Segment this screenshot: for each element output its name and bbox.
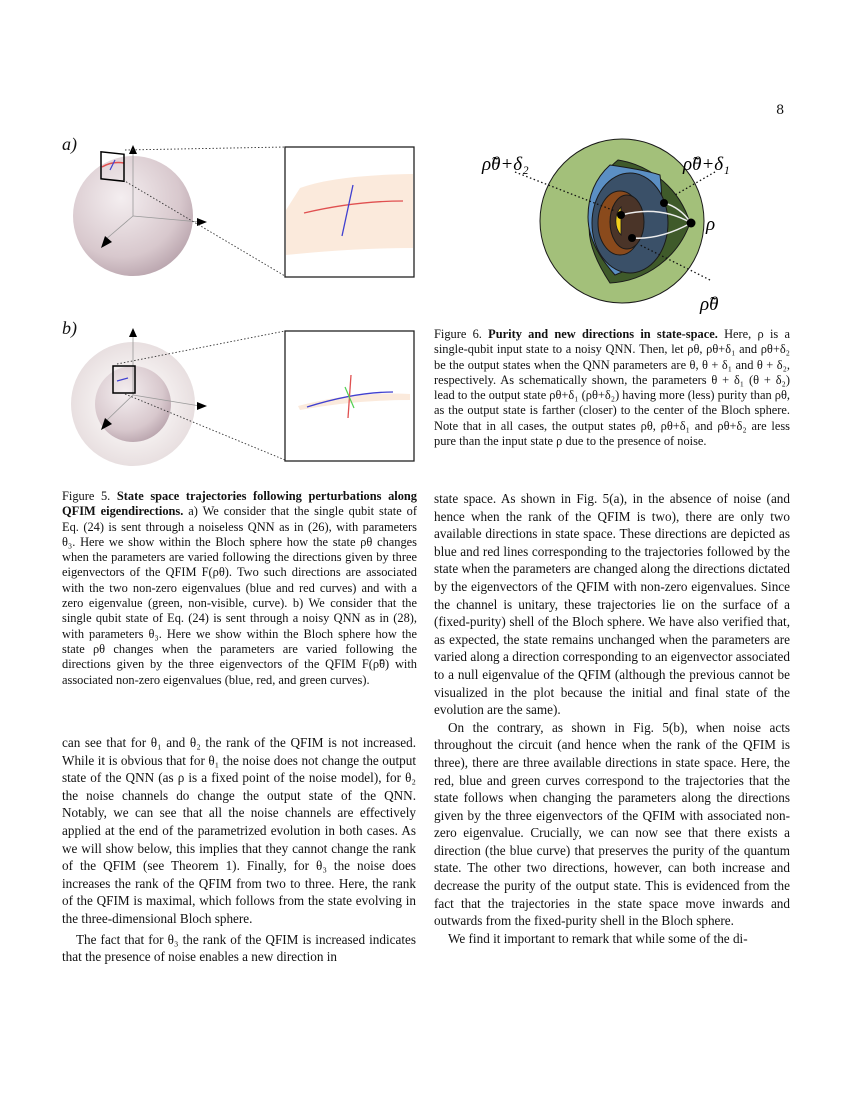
figure-5-caption-title: State space trajectories following perturbations along QFIM eigendirections. xyxy=(62,489,417,519)
panel-a-label: a) xyxy=(62,134,77,154)
label-rho: ρ xyxy=(706,214,716,235)
figure-6-caption-title: Purity and new directions in state-space. xyxy=(488,327,718,341)
paragraph: can see that for θ₁ and θ₂ the rank of the QFIM is not increased. While it is obvious that for θ₁ the noise does not change the output state of the QNN (as ρ is a fixed point of the noise model), for θ₂ the noise channels do change the output state of the QNN. Notably, we can see that all the noise channels are effectively applied at the end of the parametrized evolution in both cases. As we will show below, this implies that they cannot change the rank of the QFIM (see Theorem 1). Finally, for θ₃ the noise does increases the rank of the QFIM from two to three. Here, the rank of the QFIM is maximal, which follows from the state evolving in the three-dimensional Bloch sphere. xyxy=(62,735,416,926)
point-delta1 xyxy=(660,199,668,207)
paragraph: On the contrary, as shown in Fig. 5(b), when noise acts throughout the circuit (and hence when the rank of the QFIM is three), there are three available directions in state space. Here, the red, blue and green curves correspond to the trajectories that the state follows when changing the parameters along the directions given by the three eigenvectors of the QFIM with associated non-zero eigenvalue. Crucially, we can now see that there exists a direction (the blue curve) that preserves the purity of the quantum state. The other two directions, however, can both increase and decrease the purity of the output state. This is evidenced from the fact that the trajectories in the state space move inwards and outwards from the fixed-purity shell in the Bloch sphere. xyxy=(434,719,790,929)
dark-brown-shell xyxy=(610,195,644,249)
figure-6-caption xyxy=(434,327,790,449)
figure-5-caption-body: a) We consider that the single qubit state of Eq. (24) is sent through a noiseless QNN as in (26), with parameters θ₃. Here we show within the Bloch sphere how the state ρθ changes when the parameters are varied following the directions given by three eigenvectors of the QFIM F(ρθ). Two such directions are associated with the two non-zero eigenvalues (blue and red curves) and with a zero eigenvalue (green, non-visible, curve). b) We consider that the single qubit state of Eq. (24) is sent through a noisy QNN as in (28), with parameters θ₃. Here we show within the Bloch sphere how the state ρθ changes when the parameters are varied following the directions given by the three eigenvectors of the QFIM F(ρ̃θ) with associated non-zero eigenvalues (blue, red, and green curves). xyxy=(62,504,417,687)
right-column xyxy=(434,490,790,947)
label-rho-delta2: ρ̃θ+δ₂ xyxy=(482,154,529,175)
panel-b-label: b) xyxy=(62,318,77,338)
figure-5-caption xyxy=(62,489,417,688)
figure-6-caption-body: Here, ρ is a single-qubit input state to a noisy QNN. Then, let ρθ, ρθ+δ₁ and ρθ+δ₂ be the output states when the QNN parameters are θ, θ + δ₁ and θ + δ₂, respectively. As schematically shown, the parameters θ + δ₁ (θ + δ₂) lead to the output state ρθ+δ₁ (ρθ+δ₂) having more (less) purity than ρθ, as the output state is farther (closer) to the center of the Bloch sphere. Note that in all cases, the output states ρθ, ρθ+δ₁ and ρθ+δ₂ are less pure than the input state ρ due to the presence of noise. xyxy=(434,327,790,449)
figure-5-graphic xyxy=(55,130,425,470)
point-theta xyxy=(628,234,636,242)
figure-6-graphic xyxy=(470,135,770,320)
left-column xyxy=(62,734,416,966)
label-rho-delta1: ρ̃θ+δ₁ xyxy=(683,154,730,175)
label-rho-theta: ρ̃θ xyxy=(700,294,719,315)
paragraph: The fact that for θ₃ the rank of the QFIM is increased indicates that the presence of noise enables a new direction in xyxy=(62,931,416,965)
point-rho xyxy=(687,219,696,228)
figure-5-caption-prefix: Figure 5. xyxy=(62,489,111,503)
figure-6-caption-prefix: Figure 6. xyxy=(434,327,482,341)
page-number: 8 xyxy=(776,103,785,118)
point-delta2 xyxy=(617,211,625,219)
paragraph: state space. As shown in Fig. 5(a), in the absence of noise (and hence when the rank of the QFIM is two), there are only two available directions in state space. These directions are depicted as blue and red lines corresponding to the trajectories followed by the state when the parameters are changed along the directions dictated by the eigenvectors of the QFIM with non-zero eigenvalues. Since the channel is unitary, these trajectories lie on the surface of a (fixed-purity) shell of the Bloch sphere. We have also verified that, as expected, the state remains unchanged when the parameters are varied along a direction corresponding to an eigenvector associated to a null eigenvalue of the QFIM (although the previous cannot be visualized in the plot because the initial and final state of the evolution are the same). xyxy=(434,491,790,718)
paragraph: We find it important to remark that while some of the di- xyxy=(448,930,748,946)
